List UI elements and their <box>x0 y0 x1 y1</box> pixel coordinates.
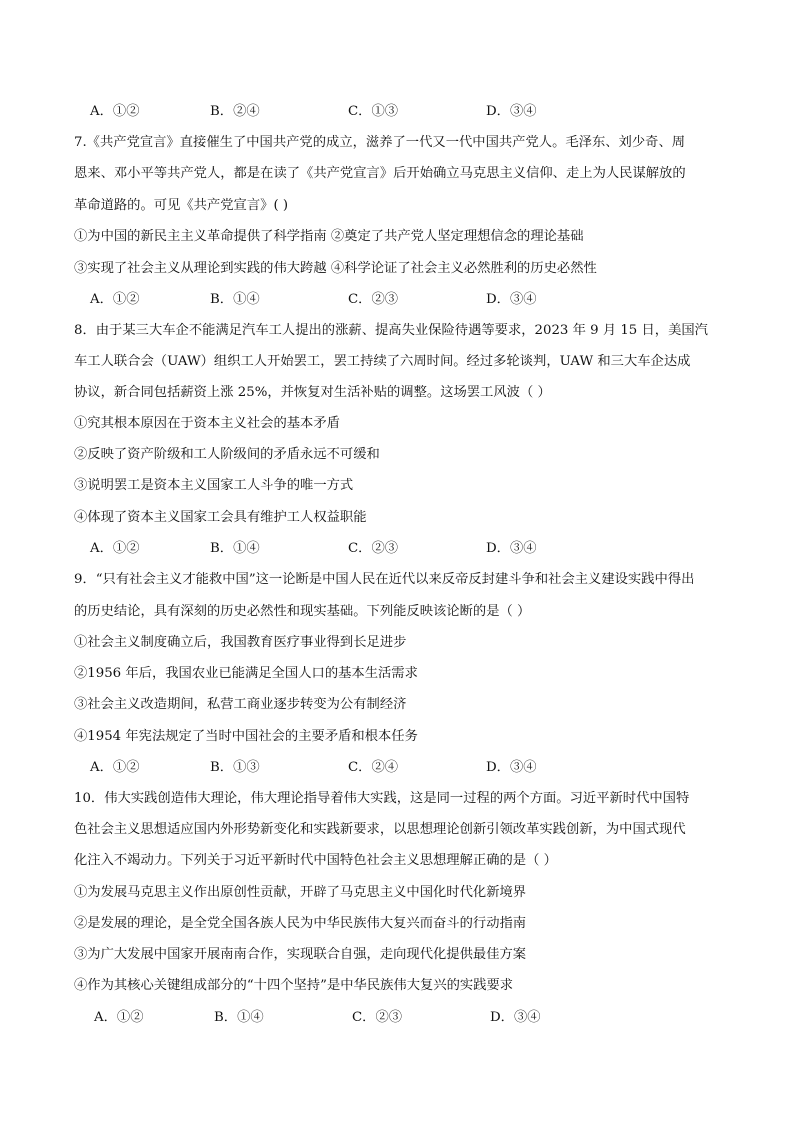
q9-option-b: B．①③ <box>210 760 260 775</box>
q10-stem-line-2: 色社会主义思想适应国内外形势新变化和实践新要求，以思想理论创新引领改革实践创新，为中国式现代 <box>74 822 686 837</box>
q9-option-a: A．①② <box>90 760 140 775</box>
q8-option-c: C．②③ <box>348 541 399 556</box>
q7-stem-line-1: 7.《共产党宣言》直接催生了中国共产党的成立，滋养了一代又一代中国共产党人。毛泽东、刘少奇、周 <box>74 135 686 150</box>
q8-option-a: A．①② <box>90 541 140 556</box>
q8-stem-line-1: 8．由于某三大车企不能满足汽车工人提出的涨薪、提高失业保险待遇等要求，2023 年 9 月 15 日，美国汽 <box>74 323 708 338</box>
q10-option-d: D．③④ <box>490 1010 541 1025</box>
q9-stem-line-2: 的历史结论，具有深刻的历史必然性和现实基础。下列能反映该论断的是（ ） <box>74 604 531 619</box>
q6-option-a: A．①② <box>90 104 140 119</box>
q9-statement-2: ②1956 年后，我国农业已能满足全国人口的基本生活需求 <box>74 666 418 681</box>
q7-option-d: D．③④ <box>486 292 537 307</box>
q10-stem-line-3: 化注入不竭动力。下列关于习近平新时代中国特色社会主义思想理解正确的是（ ） <box>74 853 557 868</box>
q8-statement-3: ③说明罢工是资本主义国家工人斗争的唯一方式 <box>74 478 354 493</box>
q9-option-c: C．②④ <box>348 760 399 775</box>
q7-statement-row-2: ③实现了社会主义从理论到实践的伟大跨越 ④科学论证了社会主义必然胜利的历史必然性 <box>74 261 597 276</box>
q9-statement-3: ③社会主义改造期间，私营工商业逐步转变为公有制经济 <box>74 697 407 712</box>
q10-statement-2: ②是发展的理论，是全党全国各族人民为中华民族伟大复兴而奋斗的行动指南 <box>74 916 527 931</box>
q10-statement-3: ③为广大发展中国家开展南南合作，实现联合自强，走向现代化提供最佳方案 <box>74 947 527 962</box>
q10-statement-4: ④作为其核心关键组成部分的“十四个坚持”是中华民族伟大复兴的实践要求 <box>74 978 514 993</box>
q8-option-b: B．①④ <box>210 541 260 556</box>
q6-option-b: B．②④ <box>210 104 260 119</box>
q8-statement-4: ④体现了资本主义国家工会具有维护工人权益职能 <box>74 510 367 525</box>
q7-option-b: B．①④ <box>210 292 260 307</box>
q9-stem-line-1: 9．“只有社会主义才能救中国”这一论断是中国人民在近代以来反帝反封建斗争和社会主义建设实践中得出 <box>74 572 695 587</box>
q7-stem-line-2: 恩来、邓小平等共产党人，都是在读了《共产党宣言》后开始确立马克思主义信仰、走上为人民谋解放的 <box>74 166 686 181</box>
q7-statement-row-1: ①为中国的新民主主义革命提供了科学指南 ②奠定了共产党人坚定理想信念的理论基础 <box>74 229 584 244</box>
q8-statement-2: ②反映了资产阶级和工人阶级间的矛盾永远不可缓和 <box>74 447 380 462</box>
q9-statement-1: ①社会主义制度确立后，我国教育医疗事业得到长足进步 <box>74 635 407 650</box>
q8-option-d: D．③④ <box>486 541 537 556</box>
q8-stem-line-3: 协议，新合同包括薪资上涨 25%，并恢复对生活补贴的调整。这场罢工风波（ ） <box>74 385 551 400</box>
q7-stem-line-3: 革命道路的。可见《共产党宣言》( ) <box>74 198 289 213</box>
q9-statement-4: ④1954 年宪法规定了当时中国社会的主要矛盾和根本任务 <box>74 729 418 744</box>
q6-option-d: D．③④ <box>486 104 537 119</box>
q8-stem-line-2: 车工人联合会（UAW）组织工人开始罢工，罢工持续了六周时间。经过多轮谈判，UAW 和三大车企达成 <box>74 354 691 369</box>
q9-option-d: D．③④ <box>486 760 537 775</box>
q8-statement-1: ①究其根本原因在于资本主义社会的基本矛盾 <box>74 416 340 431</box>
q10-option-b: B．①④ <box>214 1010 264 1025</box>
q6-option-c: C．①③ <box>348 104 399 119</box>
q10-stem-line-1: 10．伟大实践创造伟大理论，伟大理论指导着伟大实践，这是同一过程的两个方面。习近平新时代中国特 <box>74 791 690 806</box>
q7-option-c: C．②③ <box>348 292 399 307</box>
q7-option-a: A．①② <box>90 292 140 307</box>
q10-statement-1: ①为发展马克思主义作出原创性贡献，开辟了马克思主义中国化时代化新境界 <box>74 885 527 900</box>
q10-option-c: C．②③ <box>352 1010 403 1025</box>
q10-option-a: A．①② <box>94 1010 144 1025</box>
